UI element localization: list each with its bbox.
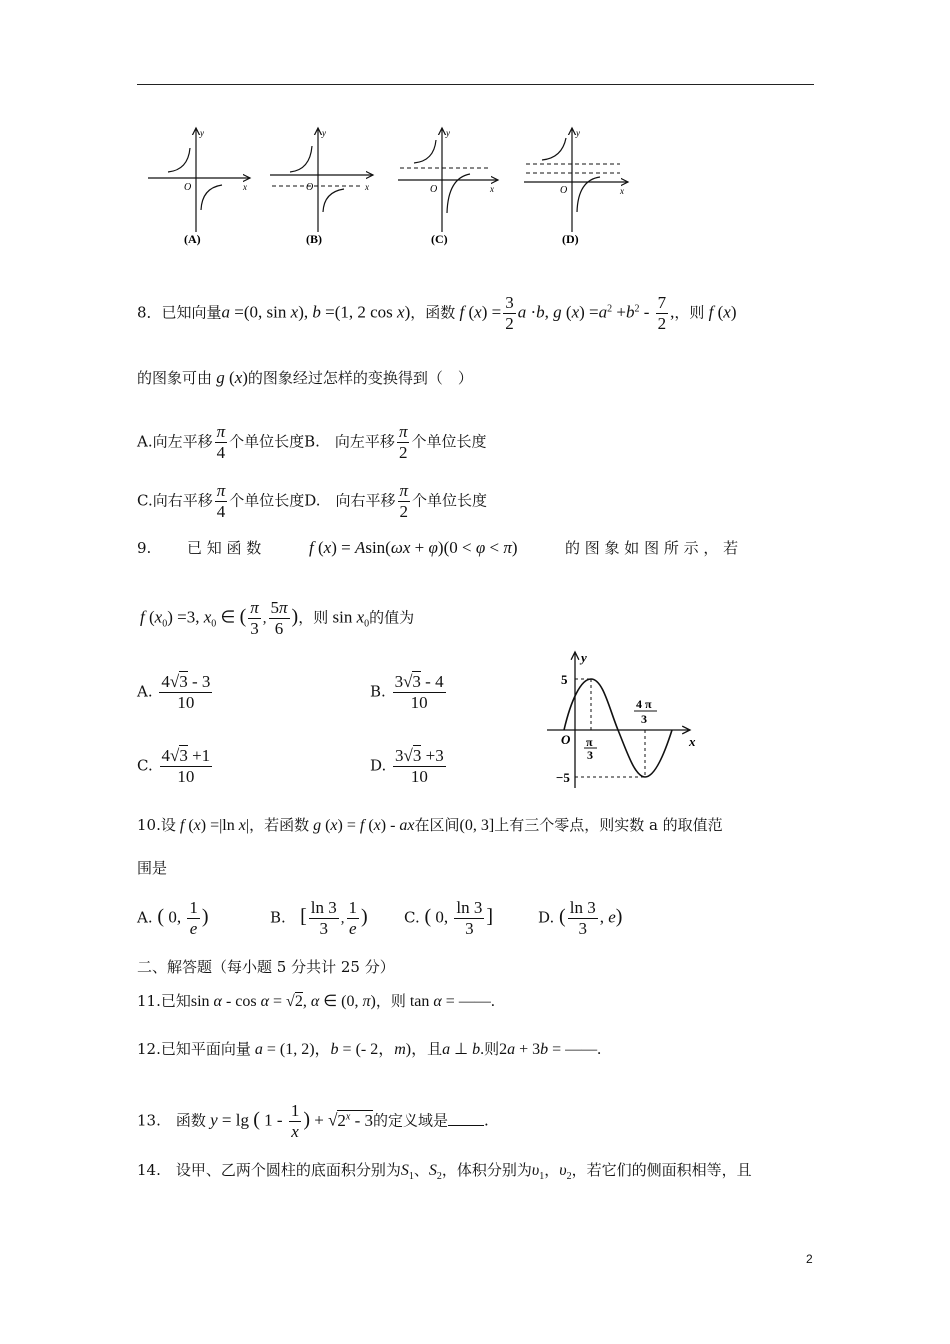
svg-text:x: x [620,186,624,196]
svg-text:y: y [200,128,204,138]
q8-options-cd: C.向右平移 $\frac{\pi}{4}$ 个单位长度D. 向右平移 $\frac{\pi}{2}$ 个单位长度 [137,481,488,521]
svg-text:y: y [322,128,326,138]
q13: 13. 函数 y = lg ( 1 - $\frac{1}{x}$ ) + $√2^x - 3$的定义域是 . [137,1101,489,1141]
q9-option-c: C. $\frac{4√3 +1}{10}$ [137,746,211,786]
q9-line1: 9. 已 知 函 数 f (x) = Asin(ωx + φ)(0 < φ < π) 的 图 象 如 图 所 示 ， 若 [137,538,739,557]
svg-text:y: y [446,128,450,138]
svg-text:4 π: 4 π [636,697,652,711]
q10-options: A. ( 0, $\frac{1}{e}$ ) [137,898,209,938]
svg-text:3: 3 [587,748,593,762]
graph-d [524,128,628,246]
q9-option-d: D. $\frac{3√3 +3}{10}$ [370,746,444,786]
svg-text:π: π [586,735,593,749]
svg-text:O: O [184,182,192,193]
svg-text:x: x [243,182,247,192]
q8-line2: 的图象可由 g (x)的图象经过怎样的变换得到（ ） [137,368,473,387]
svg-text:x: x [689,734,696,749]
q9-option-b: B. $\frac{3√3 - 4}{10}$ [370,672,444,712]
graph-a [148,128,250,246]
q7-option-graphs [0,0,950,260]
q10-line2: 围是 [137,859,168,877]
svg-text:5: 5 [561,672,568,687]
graph-label-c: (C) [431,232,448,246]
q10-option-d: D. ( $\frac{\ln 3}{3}$ , e) [538,898,623,938]
svg-text:x: x [490,184,494,194]
q12: 12.已知平面向量 a = (1, 2)，b = (- 2，m)，且a ⊥ b.则2a + 3b = ——. [137,1040,602,1058]
svg-text:x: x [365,182,369,192]
q10-option-b: B. [ $\frac{\ln 3}{3}$ , $\frac{1}{e}$ ) [270,898,368,938]
svg-text:−5: −5 [556,770,570,785]
svg-text:y: y [581,650,587,665]
q10-line1: 10.设 f (x) =|ln x|，若函数 g (x) = f (x) - ax在区间(0, 3]上有三个零点，则实数 a 的取值范 [137,816,723,834]
svg-text:y: y [576,128,580,138]
svg-text:O: O [561,732,571,747]
q10-option-c: C. ( 0, $\frac{\ln 3}{3}$ ] [404,898,494,938]
graph-label-d: (D) [562,232,579,246]
q9-option-a: A. $\frac{4√3 - 3}{10}$ [137,672,211,712]
svg-text:3: 3 [641,712,647,726]
graph-label-b: (B) [306,232,322,246]
svg-text:O: O [430,184,438,195]
svg-text:O: O [560,185,568,196]
q8-options-ab: A.向左平移 $\frac{\pi}{4}$ 个单位长度B. 向左平移 $\frac{\pi}{2}$ 个单位长度 [137,422,487,462]
q9-line2: f $(x_0) =3$, $x_0$ ∈ ( $\frac{\pi}{3}$ , $\frac{5\pi}{6}$ )，则 $\sin x_0$的值为 [140,598,415,638]
q11: 11.已知sin α - cos α = √2, α ∈ (0, π)，则 tan α = ——. [137,992,495,1010]
q8-line1: 8．已知向量a =(0, sin x), b =(1, 2 cos x)，函数 f (x) = $\frac{3}{2}$ a ·b, g $(x) =a^2 +b^2$ - $\frac{7}{2}$ ,，则 f (x) [137,293,737,333]
q14: 14. 设甲、乙两个圆柱的底面积分别为$S_1$、$S_2$，体积分别为$\upsilon_1$，$\upsilon_2$，若它们的侧面积相等，且 [137,1161,752,1182]
page-number: 2 [806,1252,813,1266]
section-heading: 二、解答题（每小题 5 分共计 25 分） [137,958,395,976]
q9-sine-graph [545,648,715,793]
graph-label-a: (A) [184,232,201,246]
graph-b [270,128,373,246]
graph-c [398,128,498,246]
svg-text:O: O [306,182,314,193]
